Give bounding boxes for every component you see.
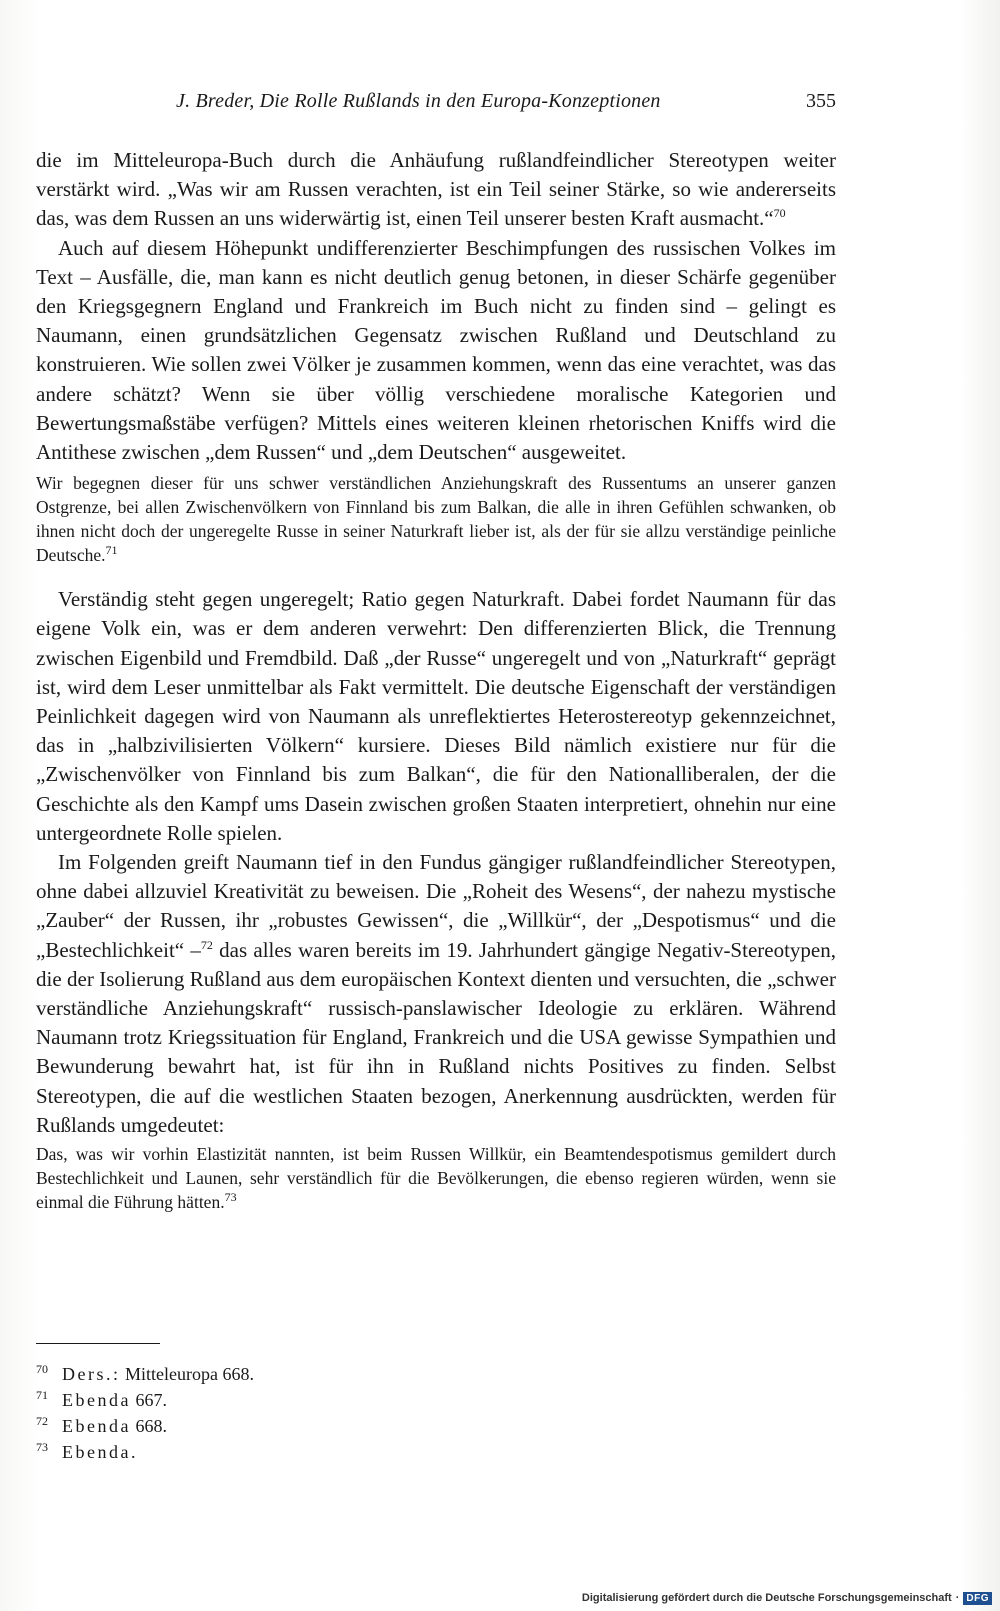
main-text	[36, 146, 836, 1214]
footnotes	[36, 1361, 436, 1465]
footnote-source: Ebenda	[62, 1442, 131, 1462]
footnote-ref[interactable]: 71	[105, 543, 118, 558]
footnote: 72 Ebenda 668.	[36, 1414, 167, 1436]
paragraph-text: das alles waren bereits im 19. Jahrhundert gängige Negativ-Stereotypen, die der Isolierung Rußland aus dem europäischen Kontext dienten und versuchten, die „schwer verständliche Anziehungskraft“ russisch-panslawischer Ideologie zu erklären. Während Naumann trotz Kriegssituation für England, Frankreich und die USA gewisse Sympathien und Bewunderung bewahrt hat, ist für ihn in Rußland nichts Positives zu finden. Selbst Stereotypen, die auf die westlichen Staaten bezogen, Anerkennung ausdrückten, werden für Rußlands umgedeutet:	[36, 937, 836, 1137]
footnote-text: .	[130, 1442, 136, 1462]
quote-text: Das, was wir vorhin Elastizität nannten, ist beim Russen Willkür, ein Beamtendespotismus gemildert durch Bestechlichkeit und Launen, sehr verständlich für die Bevölkerungen, die ebenso regieren würden, wenn sie einmal die Führung hätten.	[36, 1144, 836, 1213]
footnote: 73 Ebenda.	[36, 1440, 136, 1462]
footnote-rule	[36, 1343, 160, 1344]
footnote-ref[interactable]: 73	[224, 1190, 237, 1205]
credit-text: Digitalisierung gefördert durch die Deutsche Forschungsgemeinschaft	[581, 1592, 952, 1604]
footnote-ref[interactable]: 72	[200, 937, 213, 952]
paragraph	[36, 146, 836, 234]
paragraph	[36, 848, 836, 1140]
quote-text: Wir begegnen dieser für uns schwer verständlichen Anziehungskraft des Russentums an unserer ganzen Ostgrenze, bei allen Zwischenvölkern von Finnland bis zum Balkan, die alle in ihren Gefühlen schwanken, ob ihnen nicht doch der ungeregelte Russe in seiner Naturkraft lieber ist, als der für sie allzu verständige peinliche Deutsche.	[36, 473, 836, 566]
digitization-credit	[582, 1589, 992, 1607]
footnote-text: 667.	[130, 1390, 167, 1410]
footnote-source: Ebenda	[62, 1390, 131, 1410]
footnote-text: Mitteleuropa 668.	[120, 1364, 254, 1384]
paragraph-text: Im Folgenden greift Naumann tief in den Fundus gängiger rußlandfeindlicher Stereotypen, ohne dabei allzuviel Kreativität zu beweisen. Die „Roheit des Wesens“, der nahezu mystische „Zauber“ der Russen, ihr „robustes Gewissen“, die „Willkür“, der „Despotismus“ und die „Bestechlichkeit“ –	[36, 850, 836, 962]
footnote-text: 668.	[130, 1416, 167, 1436]
block-quote	[36, 471, 836, 567]
dfg-logo-icon: DFG	[963, 1592, 992, 1605]
paragraph: Verständig steht gegen ungeregelt; Ratio gegen Naturkraft. Dabei fordet Naumann für das eigene Volk ein, was er dem anderen verwehrt: Den differenzierten Blick, die Trennung zwischen Eigenbild und Fremdbild. Daß „der Russe“ ungeregelt und von „Naturkraft“ geprägt ist, wird dem Leser unmittelbar als Fakt vermittelt. Die deutsche Eigenschaft der verständigen Peinlichkeit dagegen wird von Naumann als unreflektiertes Heterostereotyp gekennzeichnet, das in „halbzivilisierten Völkern“ kursiere. Dieses Bild nämlich existiere nur für die „Zwischenvölker von Finnland bis zum Balkan“, die für den Nationalliberalen, der die Geschichte als den Kampf ums Dasein zwischen großen Staaten interpretiert, ohnehin nur eine untergeordnete Rolle spielen.	[36, 587, 836, 845]
footnote-source: Ebenda	[62, 1416, 131, 1436]
footnote-source: Ders.:	[62, 1364, 121, 1384]
credit-separator: ·	[955, 1592, 960, 1604]
paragraph-text: die im Mitteleuropa-Buch durch die Anhäufung rußlandfeindlicher Stereotypen weiter verstärkt wird. „Was wir am Russen verachten, ist ein Teil seiner Stärke, so wie andererseits das, was dem Russen an uns widerwärtig ist, einen Teil unserer besten Kraft ausmacht.“	[36, 148, 836, 231]
footnote: 71 Ebenda 667.	[36, 1388, 167, 1410]
running-title: J. Breder, Die Rolle Rußlands in den Europa-Konzeptionen	[176, 90, 661, 112]
running-header	[36, 90, 836, 120]
block-quote	[36, 1142, 836, 1214]
footnote-ref[interactable]: 70	[773, 206, 786, 221]
page-number: 355	[806, 90, 836, 112]
paragraph: Auch auf diesem Höhepunkt undifferenzierter Beschimpfungen des russischen Volkes im Text – Ausfälle, die, man kann es nicht deutlich genug betonen, in dieser Schärfe gegenüber den Kriegsgegnern England und Frankreich im Buch nicht zu finden sind – gelingt es Naumann, einen grundsätzlichen Gegensatz zwischen Rußland und Deutschland zu konstruieren. Wie sollen zwei Völker je zusammen kommen, wenn das eine verachtet, was das andere schätzt? Wenn sie über völlig verschiedene moralische Kategorien und Bewertungsmaßstäbe verfügen? Mittels eines weiteren kleinen rhetorischen Kniffs wird die Antithese zwischen „dem Russen“ und „dem Deutschen“ ausgeweitet.	[36, 235, 836, 465]
footnote: 70 Ders.: Mitteleuropa 668.	[36, 1362, 254, 1384]
